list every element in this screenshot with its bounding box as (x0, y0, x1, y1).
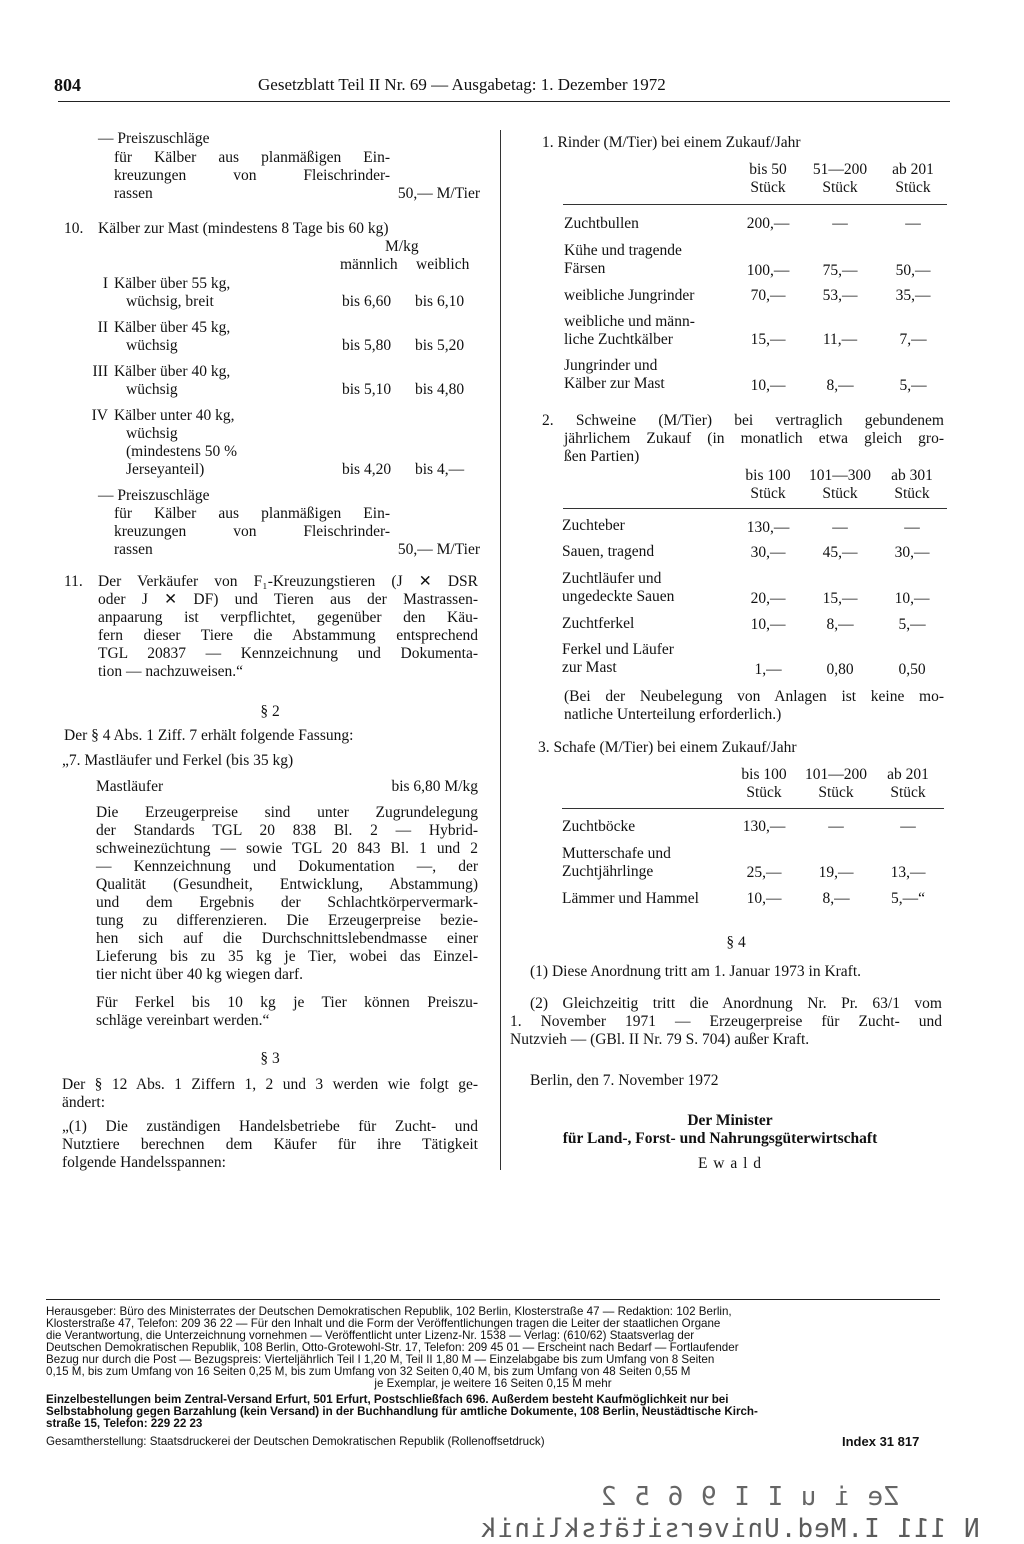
mastlaeufer-label: Mastläufer (96, 778, 164, 795)
cell: — (828, 818, 844, 835)
cell: 10,— (894, 590, 930, 607)
kaelber-label: Kälber unter 40 kg, (114, 407, 235, 424)
cell: 10,— (750, 377, 786, 394)
library-stamp-line: N 111 I.Med.Universitätsklinik (480, 1514, 980, 1544)
sec4-para: 1. November 1971 — Erzeugerpreise für Zucht- und (510, 1013, 942, 1030)
col-header: Stück (750, 179, 786, 196)
item-number: 10. (64, 220, 84, 237)
cell: 0,50 (898, 661, 926, 678)
cell: — (832, 215, 848, 232)
row-label: Jungrinder und (564, 357, 658, 374)
cell: 50,— (895, 262, 931, 279)
cell: 35,— (895, 287, 931, 304)
page-number: 804 (54, 75, 81, 95)
row-label: Kühe und tragende (564, 242, 682, 259)
cell: 11,— (822, 331, 858, 348)
item11-line: Der Verkäufer von F₁-Kreuzungstieren (J ✕ DSR (98, 573, 478, 590)
cell: 130,— (746, 519, 790, 536)
row-label: liche Zuchtkälber (564, 331, 673, 348)
sec4-para: (1) Diese Anordnung tritt am 1. Januar 1973 in Kraft. (530, 963, 862, 980)
col-header: ab 201 (887, 766, 929, 783)
signature-name: E w a l d (697, 1155, 763, 1172)
ferkel-line: schläge vereinbart werden.“ (96, 1012, 270, 1029)
footer-line: Deutschen Demokratischen Republik, 108 Berlin, Otto-Grotewohl-Str. 17, Telefon: 209 45 01 — Erscheint nach Bedarf — Fortlaufender (46, 1341, 739, 1354)
row-label: ungedeckte Sauen (562, 588, 675, 605)
kaelber-w: bis 5,20 (415, 337, 465, 354)
section-heading: § 4 (726, 934, 746, 951)
preis2-line: — Preiszuschläge (98, 487, 210, 504)
cell: 19,— (818, 864, 854, 881)
kaelber-m: bis 5,10 (342, 381, 392, 398)
col-header: 51—200 (812, 161, 868, 178)
row-label: Zuchtbullen (564, 215, 639, 232)
kaelber-label: wüchsig (126, 337, 178, 354)
row-label: Zuchtjährlinge (562, 863, 654, 880)
col-header: Stück (890, 784, 926, 801)
row-label: Ferkel und Läufer (562, 641, 674, 658)
preis1-line: rassen (114, 185, 153, 202)
preis1-value: 50,— M/Tier (397, 185, 480, 202)
row-label: Sauen, tragend (562, 543, 655, 560)
kaelber-label: wüchsig, breit (126, 293, 214, 310)
item7-heading: „7. Mastläufer und Ferkel (bis 35 kg) (62, 752, 294, 769)
kaelber-w: bis 4,— (415, 461, 465, 478)
mastlaeufer-value: bis 6,80 M/kg (391, 778, 478, 795)
kaelber-label: wüchsig (126, 381, 178, 398)
row-label: weibliche und männ- (564, 313, 695, 330)
item11-line: fern dieser Tiere die Abstammung entsprechend (98, 627, 478, 644)
cell: 53,— (822, 287, 858, 304)
cell: 20,— (750, 590, 786, 607)
cell: 10,— (750, 616, 786, 633)
col-header: Stück (818, 784, 854, 801)
sec3-intro: Der § 12 Abs. 1 Ziffern 1, 2 und 3 werden wie folgt ge- (62, 1076, 478, 1093)
table-rule (563, 204, 947, 205)
header-title: Gesetzblatt Teil II Nr. 69 — Ausgabetag: 1. Dezember 1972 (258, 75, 666, 94)
col-header: Stück (822, 179, 858, 196)
preis1-line: kreuzungen von Fleischrinder- (114, 167, 390, 184)
erzeuger-line: hen sich auf die Durchschnittslebendmasse einer (96, 930, 478, 947)
cell: 0,80 (826, 661, 854, 678)
col-header: bis 100 (741, 766, 787, 783)
kaelber-label: wüchsig (126, 425, 178, 442)
footer-bold-line: Selbstabholung gegen Barzahlung (kein Versand) in der Buchhandlung für amtliche Dokumente, 108 Berlin, Neustädtische Kirch- (46, 1405, 758, 1418)
footer-rule (46, 1299, 940, 1300)
cell: 5,—“ (890, 890, 925, 907)
col-header: Stück (750, 485, 786, 502)
table-title: 1. Rinder (M/Tier) bei einem Zukauf/Jahr (542, 134, 801, 151)
cell: 130,— (742, 818, 786, 835)
cell: — (905, 215, 921, 232)
cell: 25,— (746, 864, 782, 881)
footer-bold-line: Einzelbestellungen beim Zentral-Versand Erfurt, 501 Erfurt, Postschließfach 696. Außerdem besteht Kaufmöglichkeit nur bei (46, 1393, 729, 1406)
preis1-line: für Kälber aus planmäßigen Ein- (114, 149, 390, 166)
table-title: jährlichem Zukauf (in monatlich etwa gleich gro- (564, 430, 944, 447)
item11-line: oder J ✕ DF) und Tieren aus der Mastrassen- (98, 591, 478, 608)
cell: — (900, 818, 916, 835)
roman-numeral: III (92, 363, 108, 380)
header-rule (58, 101, 950, 102)
sec3-para: Nutztiere berechnen dem Käufer für ihre Tätigkeit (62, 1136, 478, 1153)
col-header: bis 100 (745, 467, 791, 484)
library-stamp-line: Ze i u I I 9 6 5 2 (600, 1482, 900, 1512)
col-header: Stück (822, 485, 858, 502)
ferkel-line: Für Ferkel bis 10 kg je Tier können Preiszu- (96, 994, 478, 1011)
footer-line: Herausgeber: Büro des Ministerrates der Deutschen Demokratischen Republik, 102 Berlin, Klosterstraße 47 — Redaktion: 102 Berlin, (46, 1305, 732, 1318)
table-rule (563, 508, 947, 509)
erzeuger-line: schweinezüchtung — sowie TGL 20 843 Bl. 1 und 2 (96, 840, 478, 857)
cell: — (904, 519, 920, 536)
col-header: Stück (894, 485, 930, 502)
kaelber-label: (mindestens 50 % (126, 443, 238, 460)
preis2-line: rassen (114, 541, 153, 558)
cell: 200,— (746, 215, 790, 232)
table-title: 3. Schafe (M/Tier) bei einem Zukauf/Jahr (538, 739, 797, 756)
column-rule (500, 130, 501, 1170)
sec3-para: „(1) Die zuständigen Handelsbetriebe für Zucht- und (62, 1118, 478, 1135)
sec3-para: folgende Handelsspannen: (62, 1154, 226, 1171)
cell: 15,— (822, 590, 858, 607)
preis2-line: für Kälber aus planmäßigen Ein- (114, 505, 390, 522)
cell: 1,— (754, 661, 782, 678)
col-header: bis 50 (749, 161, 787, 178)
date-line: Berlin, den 7. November 1972 (530, 1072, 719, 1089)
table-note: (Bei der Neubelegung von Anlagen ist keine mo- (564, 688, 944, 705)
footer-line: Bezug nur durch die Post — Bezugspreis: Vierteljährlich Teil I 1,20 M, Teil II 1,80 M — Einzelabgabe bis zum Umfang von 8 Seiten (46, 1353, 715, 1366)
cell: 10,— (746, 890, 782, 907)
footer-gesamt: Gesamtherstellung: Staatsdruckerei der Deutschen Demokratischen Republik (Rollenoffsetdruck) (46, 1435, 545, 1448)
footer-bold-line: straße 15, Telefon: 229 22 23 (46, 1417, 203, 1430)
col-maennlich: männlich (340, 256, 398, 273)
row-label: weibliche Jungrinder (564, 287, 695, 304)
sec2-intro: Der § 4 Abs. 1 Ziff. 7 erhält folgende Fassung: (64, 727, 354, 744)
signature-ministry: für Land-, Forst- und Nahrungsgüterwirtschaft (562, 1130, 878, 1147)
col-header: 101—200 (805, 766, 867, 783)
cell: 8,— (826, 377, 854, 394)
col-weiblich: weiblich (416, 256, 470, 273)
erzeuger-line: tung zu differenzieren. Die Erzeugerpreise bezie- (96, 912, 478, 929)
cell: 100,— (746, 262, 790, 279)
col-header: Stück (746, 784, 782, 801)
cell: 13,— (890, 864, 926, 881)
kaelber-m: bis 6,60 (342, 293, 392, 310)
preis2-line: kreuzungen von Fleischrinder- (114, 523, 390, 540)
cell: 30,— (894, 544, 930, 561)
footer-index: Index 31 817 (842, 1434, 920, 1449)
cell: 75,— (822, 262, 858, 279)
cell: 7,— (899, 331, 927, 348)
kaelber-label: Jerseyanteil) (126, 461, 205, 478)
unit-label: M/kg (385, 238, 419, 255)
kaelber-label: Kälber über 45 kg, (114, 319, 231, 336)
col-header: ab 201 (892, 161, 934, 178)
item11-line: tion — nachzuweisen.“ (98, 663, 244, 680)
erzeuger-line: und dem Ergebnis der Schlachtkörpervermark- (96, 894, 478, 911)
erzeuger-line: — Kennzeichnung und Dokumentation —, der (96, 858, 478, 875)
erzeuger-line: Qualität (Gesundheit, Entwicklung, Abstammung) (96, 876, 478, 893)
kaelber-m: bis 5,80 (342, 337, 392, 354)
section-heading: § 3 (260, 1050, 280, 1067)
footer-line: Klosterstraße 47, Telefon: 209 36 22 — Für den Inhalt und die Form der Veröffentlichungen tragen die Leiter der staatlichen Organe (46, 1317, 721, 1330)
table-rule (562, 808, 944, 809)
cell: 5,— (898, 616, 926, 633)
row-label: zur Mast (562, 659, 617, 676)
kaelber-w: bis 4,80 (415, 381, 465, 398)
footer-line: 0,15 M, bis zum Umfang von 16 Seiten 0,25 M, bis zum Umfang von 32 Seiten 0,40 M, bis zum Umfang von 48 Seiten 0,55 M (46, 1365, 691, 1378)
row-label: Lämmer und Hammel (562, 890, 699, 907)
row-label: Zuchtböcke (562, 818, 636, 835)
erzeuger-line: Die Erzeugerpreise sind unter Zugrundelegung (96, 804, 478, 821)
row-label: Zuchtferkel (562, 615, 635, 632)
cell: 70,— (750, 287, 786, 304)
item11-line: TGL 20837 — Kennzeichnung und Dokumenta- (98, 645, 478, 662)
item-number: 11. (64, 573, 83, 590)
row-label: Mutterschafe und (562, 845, 671, 862)
preis1-line: — Preiszuschläge (98, 130, 210, 147)
signature-title: Der Minister (687, 1112, 773, 1129)
row-label: Zuchtläufer und (562, 570, 662, 587)
roman-numeral: II (97, 319, 108, 336)
roman-numeral: IV (91, 407, 108, 424)
cell: — (832, 519, 848, 536)
erzeuger-line: tier nicht über 40 kg wiegen darf. (96, 966, 304, 983)
kaelber-label: Kälber über 55 kg, (114, 275, 231, 292)
cell: 15,— (750, 331, 786, 348)
sec4-para: (2) Gleichzeitig tritt die Anordnung Nr. Pr. 63/1 vom (530, 995, 942, 1012)
item10-text: Kälber zur Mast (mindestens 8 Tage bis 60 kg) (98, 220, 389, 237)
table-title: 2. Schweine (M/Tier) bei vertraglich gebundenem (542, 412, 944, 429)
section-heading: § 2 (260, 703, 280, 720)
sec4-para: Nutzvieh — (GBl. II Nr. 79 S. 704) außer Kraft. (510, 1031, 810, 1048)
preis2-value: 50,— M/Tier (397, 541, 480, 558)
col-header: 101—300 (809, 467, 871, 484)
table-note: natliche Unterteilung erforderlich.) (564, 706, 782, 723)
cell: 8,— (822, 890, 850, 907)
erzeuger-line: Lieferung bis zu 35 kg je Tier, wobei das Einzel- (96, 948, 478, 965)
footer-line: die Verantwortung, die Unterzeichnung vornehmen — Veröffentlicht unter Lizenz-Nr. 1538 — Verlag: (610/62) Staatsverlag der (46, 1329, 695, 1342)
row-label: Färsen (564, 260, 606, 277)
row-label: Kälber zur Mast (564, 375, 665, 392)
footer-line: je Exemplar, je weitere 16 Seiten 0,15 M mehr (374, 1377, 612, 1390)
item11-line: anpaarung ist verpflichtet, gegenüber den Käu- (98, 609, 478, 626)
cell: 8,— (826, 616, 854, 633)
col-header: ab 301 (891, 467, 933, 484)
col-header: Stück (895, 179, 931, 196)
kaelber-w: bis 6,10 (415, 293, 465, 310)
roman-numeral: I (102, 275, 108, 292)
cell: 30,— (750, 544, 786, 561)
kaelber-m: bis 4,20 (342, 461, 392, 478)
table-title: ßen Partien) (564, 448, 640, 465)
cell: 5,— (899, 377, 927, 394)
erzeuger-line: der Standards TGL 20 838 Bl. 2 — Hybrid- (96, 822, 478, 839)
cell: 45,— (822, 544, 858, 561)
sec3-intro: ändert: (62, 1094, 106, 1111)
kaelber-label: Kälber über 40 kg, (114, 363, 231, 380)
row-label: Zuchteber (562, 517, 625, 534)
